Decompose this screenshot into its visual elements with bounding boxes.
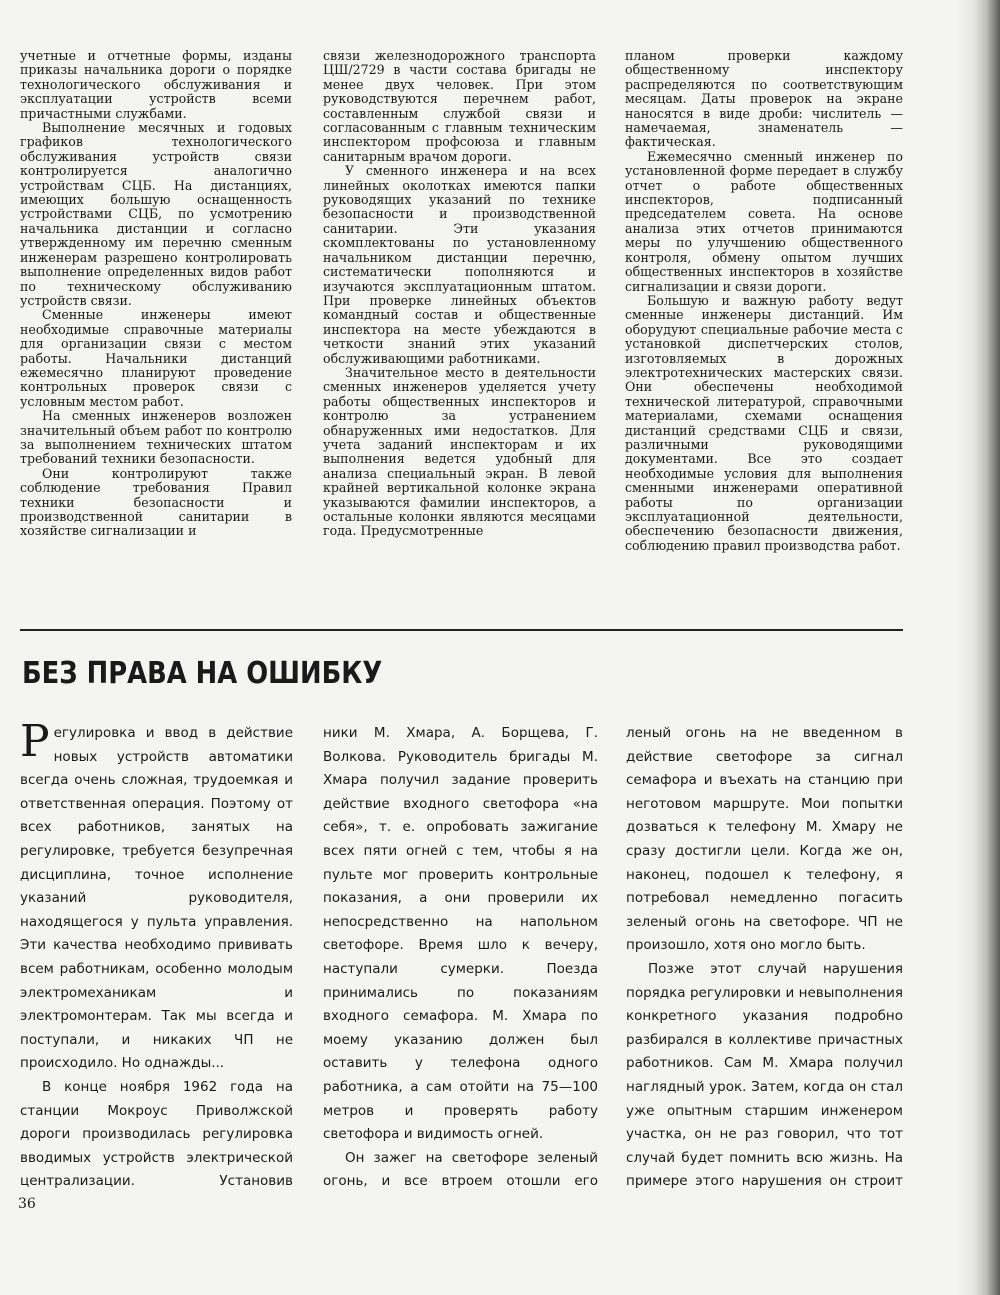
paragraph: Значительное место в деятельности сменных инженеров уделяется учету работы общественных инспекторов и контролю за устранением обнаруженных ими недостатков. Для учета заданий инспекторам и их выполнения ведется удобный для анализа специальный экран. В левой крайней вертикальной колонке экрана указываются фамилии инспекторов, а остальные колонки являются месяцами года. Предусмотренные	[323, 364, 596, 539]
paragraph	[20, 722, 293, 1076]
paragraph: Выполнение месячных и годовых графиков технологического обслуживания устройств связи контролируется аналогично устройствам СЦБ. На дистанциях, имеющих большую оснащенность устройствами СЦБ, по усмотрению начальника дистанции и согласно утвержденному им перечню сменным инженерам разрешено контролировать выполнение определенных видов работ по техническому обслуживанию устройств связи.	[20, 120, 292, 308]
page-number: 36	[18, 1196, 36, 1212]
paragraph: На сменных инженеров возложен значительный объем работ по контролю за выполнением технических штатом требований техники безопасности.	[20, 408, 292, 467]
article-title: БЕЗ ПРАВА НА ОШИБКУ	[22, 656, 383, 691]
paragraph: В конце ноября 1962 года на станции Мокроус Приволжской дороги производилась регулировка вводимых устройств электрической централизации. Установив	[20, 1078, 293, 1190]
article-column-2	[323, 722, 598, 1192]
paragraph: У сменного инженера и на всех линейных околотках имеются папки руководящих указаний по технике безопасности и производственной санитарии. Эти указания скомплектованы по установленному начальником дистанции перечню, систематически пополняются и изучаются эксплуатационным штатом. При проверке линейных объектов командный состав и общественные инспектора на месте убеждаются в четкости знаний этих указаний обслуживающими работниками.	[323, 163, 596, 366]
article-column-3	[626, 722, 903, 1192]
paragraph: Ежемесячно сменный инженер по установленной форме передает в службу отчет о работе общественных инспекторов, подписанный председателем совета. На основе анализа этих отчетов принимаются меры по улучшению общественного контроля, обмену опытом лучших общественных инспекторов в хозяйстве сигнализации и связи дороги.	[625, 148, 903, 294]
section-divider	[20, 629, 903, 631]
article-column-1	[20, 722, 293, 1192]
paragraph: Они контролируют также соблюдение требования Правил техники безопасности и производственной санитарии в хозяйстве сигнализации и	[20, 465, 292, 539]
top-column-1	[20, 49, 292, 561]
paragraph: Сменные инженеры имеют необходимые справочные материалы для организации связи с местом работы. Начальники дистанций ежемесячно планируют проведение контрольных проверок связи с условным местом работ.	[20, 307, 292, 409]
paragraph: планом проверки каждому общественному инспектору распределяются по соответствующим месяцам. Даты проверок на экране наносятся в виде дроби: числитель — намечаемая, знаменатель — фактическая.	[625, 49, 903, 150]
drop-cap: Р	[20, 722, 50, 767]
top-column-2	[323, 49, 596, 561]
paragraph: Позже этот случай нарушения порядка регулировки и невыполнения конкретного указания подробно разбирался в коллективе причастных работников. Сам М. Хмара получил наглядный урок. Затем, когда он стал уже опытным старшим инженером участка, он не раз говорил, что тот случай будет помнить всю жизнь. На примере этого нарушения он строит	[626, 960, 903, 1190]
paragraph-text: егулировка и ввод в действие новых устройств автоматики всегда очень сложная, трудоемкая и ответственная операция. Поэтому от всех работников, занятых на регулировке, требуется безупречная дисциплина, точное исполнение указаний руководителя, находящегося у пульта управления. Эти качества необходимо прививать всем работникам, особенно молодым электромеханикам и электромонтерам. Так мы всегда и поступали, и никаких ЧП не происходило. Но однажды...	[20, 725, 293, 1072]
page-binding-edge	[956, 0, 1000, 1295]
paragraph: леный огонь на не введенном в действие светофоре за сигнал семафора и въехать на станцию при неготовом маршруте. Мои попытки дозваться к телефону М. Хмару не сразу достигли цели. Когда же он, наконец, подошел к телефону, я потребовал немедленно погасить зеленый огонь на светофоре. ЧП не произошло, хотя оно могло быть.	[626, 725, 903, 954]
paragraph: учетные и отчетные формы, изданы приказы начальника дороги о порядке технологического обслуживания и эксплуатации устройств всеми причастными службами.	[20, 49, 292, 121]
paragraph: Он зажег на светофоре зеленый огонь, и все втроем отошли его	[323, 1149, 598, 1190]
top-column-3	[625, 49, 903, 561]
paragraph: Большую и важную работу ведут сменные инженеры дистанций. Им оборудуют специальные рабочие места с установкой диспетчерских столов, изготовляемых в дорожных электротехнических мастерских связи. Они обеспечены необходимой технической литературой, справочными материалами, схемами оснащения дистанций средствами СЦБ и связи, различными руководящими документами. Все это создает необходимые условия для выполнения сменными инженерами оперативной работы по организации эксплуатационной деятельности, обеспечению безопасности движения, соблюдению правил производства работ.	[625, 292, 903, 553]
paragraph: связи железнодорожного транспорта ЦШ/2729 в части состава бригады не менее двух человек. При этом руководствуются перечнем работ, составленным службой связи и согласованным с главным техническим инспектором профсоюза и главным санитарным врачом дороги.	[323, 49, 596, 164]
paragraph: ники М. Хмара, А. Борщева, Г. Волкова. Руководитель бригады М. Хмара получил задание проверить действие входного светофора «на себя», т. е. опробовать зажигание всех пяти огней с тем, чтобы я на пульте мог проверить контрольные показания, а они проверили их непосредственно на напольном светофоре. Время шло к вечеру, наступали сумерки. Поезда принимались по показаниям входного семафора. М. Хмара по моему указанию должен был оставить у телефона одного работника, а сам отойти на 75—100 метров и проверять работу светофора и видимость огней.	[323, 725, 598, 1143]
